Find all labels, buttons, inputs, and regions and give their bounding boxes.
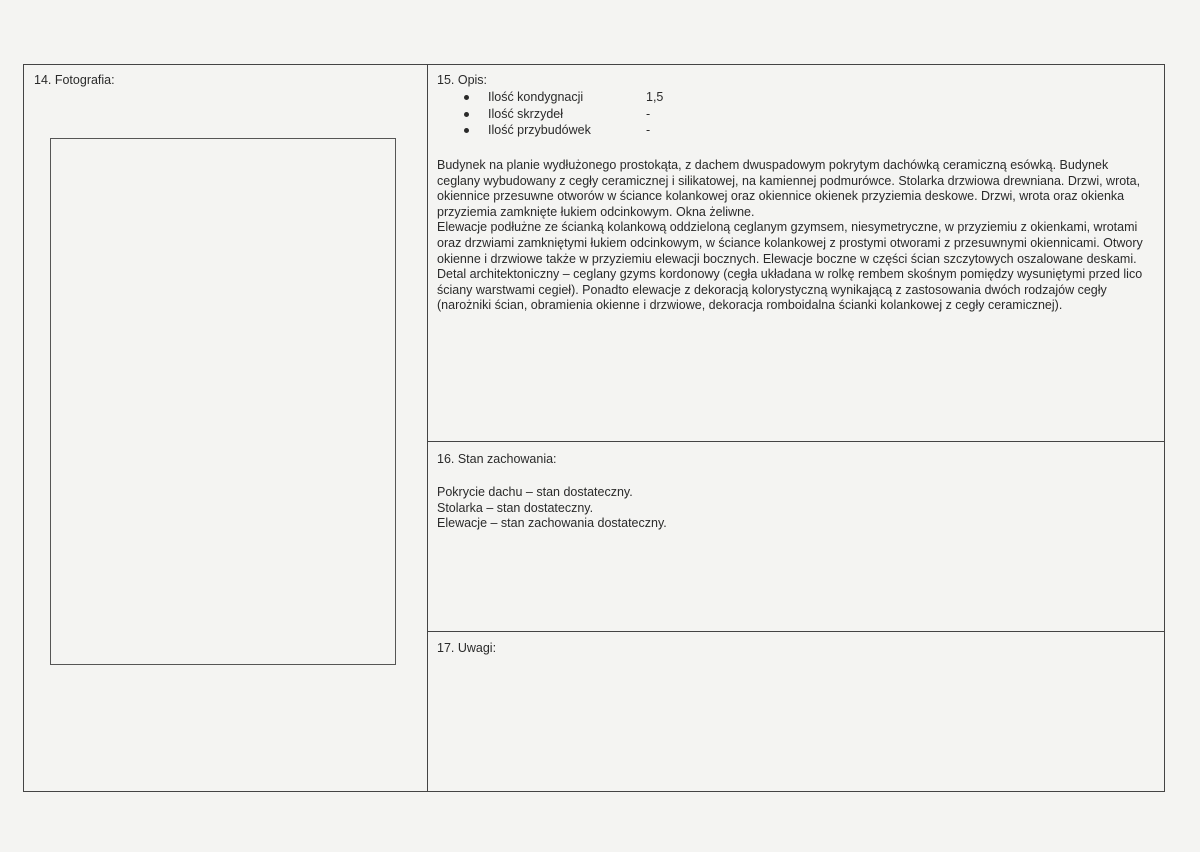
bullet-item [462, 89, 663, 106]
state-label: 16. Stan zachowania: [437, 452, 557, 466]
photo-section [24, 65, 428, 791]
notes-section [428, 632, 1164, 791]
description-paragraph: Detal architektoniczny – ceglany gzyms kordonowy (cegła układana w rolkę rembem skośnym pomiędzy wysuniętymi przed lico ściany warstwami cegieł). Ponadto elewacje z dekoracją kolorystyczną wynikającą z zastosowania dwóch rodzajów cegły (narożniki ścian, obramienia okienne i drzwiowe, dekoracja romboidalna ścianki kolankowej z cegły ceramicznej). [437, 267, 1143, 313]
description-label: 15. Opis: [437, 73, 488, 87]
notes-label: 17. Uwagi: [437, 641, 497, 655]
right-column [428, 65, 1164, 791]
photo-frame [50, 138, 396, 665]
state-section [428, 442, 1164, 632]
form-sheet [23, 64, 1165, 792]
state-line: Elewacje – stan zachowania dostateczny. [437, 516, 667, 531]
state-line: Pokrycie dachu – stan dostateczny. [437, 485, 633, 499]
bullet-key: Ilość przybudówek [488, 123, 591, 137]
description-bullet-list [462, 89, 663, 139]
photo-label: 14. Fotografia: [34, 73, 115, 87]
bullet-key: Ilość skrzydeł [488, 106, 564, 121]
bullet-value: - [646, 106, 651, 121]
bullet-key: Ilość kondygnacji [488, 90, 584, 104]
state-text [437, 485, 667, 532]
state-line: Stolarka – stan dostateczny. [437, 500, 594, 515]
description-section [428, 65, 1164, 442]
bullet-value: 1,5 [646, 90, 664, 104]
description-paragraph: Budynek na planie wydłużonego prostokąta, z dachem dwuspadowym pokrytym dachówką ceramiczną esówką. Budynek ceglany wybudowany z cegły ceramicznej i silikatowej, na kamiennej podmurówce. Stolarka drzwiowa drewniana. Drzwi, wrota, okiennice przesuwne otworów w ściance kolankowej oraz okiennice okienek przyziemia deskowe. Drzwi, wrota oraz okienka przyziemia zamknięte łukiem odcinkowym. Okna żeliwne. [437, 158, 1141, 219]
bullet-value: - [646, 123, 651, 137]
bullet-item [462, 122, 663, 139]
description-paragraph: Elewacje podłużne ze ścianką kolankową oddzieloną ceglanym gzymsem, niesymetryczne, w przyziemiu z okienkami, wrotami oraz drzwiami zamkniętymi łukiem odcinkowym, w ściance kolankowej z prostymi otworami z przesuwnymi okiennicami. Otwory okienne i drzwiowe także w przyziemiu elewacji bocznych. Elewacje boczne w części ścian szczytowych oszalowane deskami. [437, 220, 1143, 266]
description-text [437, 158, 1149, 314]
bullet-item [462, 106, 663, 123]
